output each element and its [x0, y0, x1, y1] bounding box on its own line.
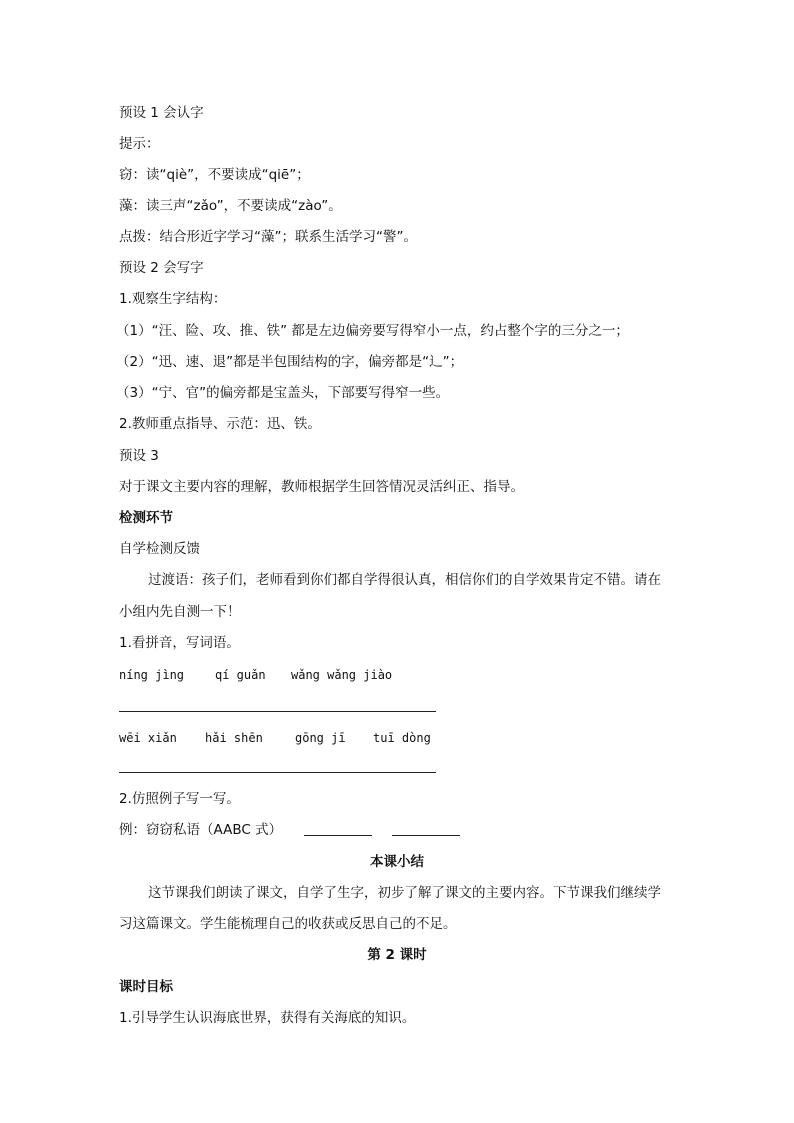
structure-item-3: （3）“宁、官”的偏旁都是宝盖头，下部要写得窄一些。 [116, 385, 450, 401]
hint-qie: 窃：读“qiè”，不要读成“qiē”； [119, 167, 310, 183]
preset1-title: 预设 1 会认字 [119, 105, 204, 121]
pinyin-item: qí guǎn [215, 668, 266, 682]
transition-line-2: 小组内先自测一下！ [119, 604, 241, 620]
pinyin-item: wǎng wǎng jiào [291, 668, 393, 682]
structure-item-1: （1）“汪、险、攻、推、铁” 都是左边偏旁要写得窄小一点，约占整个字的三分之一； [116, 323, 629, 339]
pinyin-item: gōng jī [295, 731, 346, 745]
question-1: 1.看拼音，写词语。 [119, 635, 240, 651]
pinyin-item: wēi xiǎn [119, 731, 177, 745]
structure-item-2: （2）“迅、速、退”都是半包围结构的字，偏旁都是“辶”； [116, 354, 464, 370]
example-line [119, 821, 460, 839]
answer-blank-2[interactable] [392, 821, 460, 836]
pinyin-row-2 [119, 729, 431, 747]
question-2: 2.仿照例子写一写。 [119, 791, 240, 807]
summary-line-2: 习这篇课文。学生能梳理自己的收获或反思自己的不足。 [119, 916, 457, 932]
hint-zao: 藻：读三声“zǎo”，不要读成“zào”。 [119, 198, 342, 214]
teacher-demo: 2.教师重点指导、示范：迅、铁。 [119, 416, 321, 432]
answer-blank-1[interactable] [304, 821, 372, 836]
summary-line-1: 这节课我们朗读了课文，自学了生字，初步了解了课文的主要内容。下节课我们继续学 [148, 885, 661, 901]
pinyin-row-1 [119, 666, 392, 684]
example-text: 例：窃窃私语（AABC 式） [119, 822, 283, 838]
goals-heading: 课时目标 [119, 979, 173, 995]
lesson2-heading: 第 2 课时 [367, 947, 427, 963]
preset3-content: 对于课文主要内容的理解，教师根据学生回答情况灵活纠正、指导。 [119, 479, 524, 495]
hint-label: 提示： [119, 136, 160, 152]
goal-1: 1.引导学生认识海底世界，获得有关海底的知识。 [119, 1010, 416, 1026]
pinyin-item: hǎi shēn [205, 731, 263, 745]
pinyin-item: níng jìng [119, 668, 185, 682]
pointer-text: 点拨：结合形近字学习“藻”；联系生活学习“警”。 [119, 229, 417, 245]
observe-structure: 1.观察生字结构： [119, 291, 227, 307]
check-heading: 检测环节 [119, 510, 173, 526]
answer-line-2[interactable] [119, 772, 436, 773]
pinyin-item: tuī dòng [373, 731, 431, 745]
preset3-title: 预设 3 [119, 448, 159, 464]
preset2-title: 预设 2 会写字 [119, 260, 204, 276]
summary-heading: 本课小结 [370, 854, 424, 870]
answer-line-1[interactable] [119, 711, 436, 712]
self-check-label: 自学检测反馈 [119, 541, 200, 557]
transition-line-1: 过渡语：孩子们，老师看到你们都自学得很认真，相信你们的自学效果肯定不错。请在 [148, 572, 661, 588]
